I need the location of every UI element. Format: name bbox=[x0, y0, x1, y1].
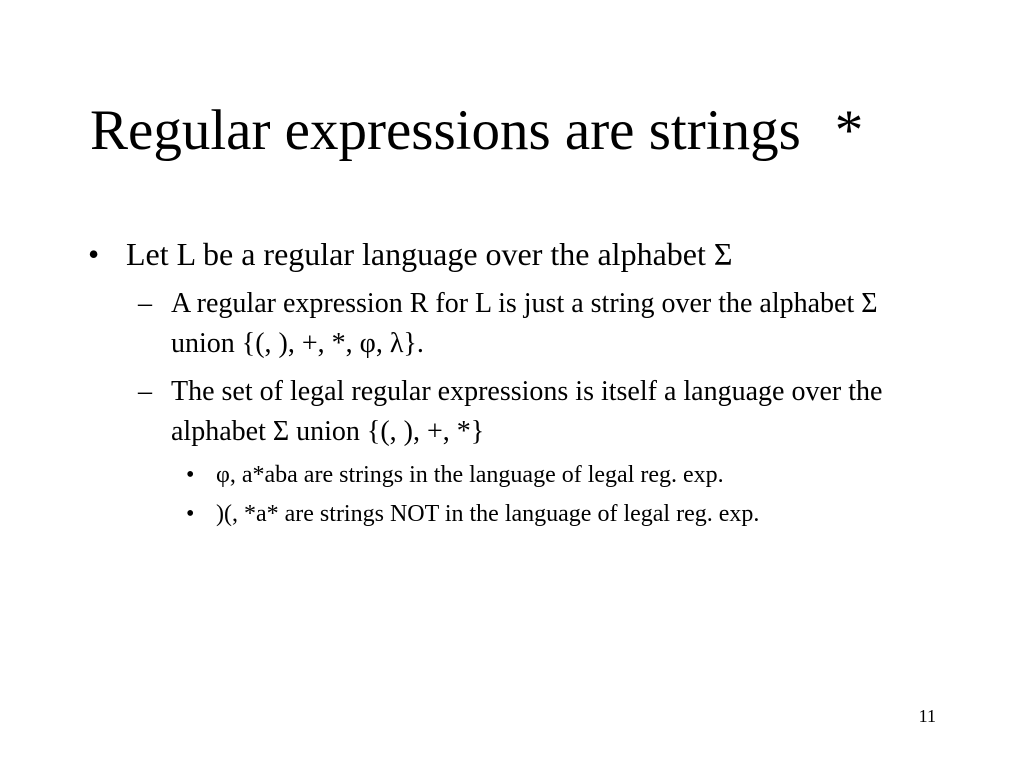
subsubbullet-text: φ, a*aba are strings in the language of legal reg. exp. bbox=[216, 462, 724, 488]
bullet-text: Let L be a regular language over the alphabet Σ bbox=[126, 236, 733, 272]
bullet-marker: • bbox=[186, 462, 195, 488]
subsubbullet-illegal-examples bbox=[88, 499, 948, 529]
slide-title-text: Regular expressions are strings bbox=[90, 99, 801, 162]
dash-marker: – bbox=[138, 376, 152, 407]
subsubbullet-legal-examples bbox=[88, 460, 948, 490]
slide-body bbox=[88, 234, 948, 538]
subbullet-text: A regular expression R for L is just a string over the alphabet Σ union {(, ), +, *, φ, λ}. bbox=[171, 288, 878, 359]
subsubbullet-text: )(, *a* are strings NOT in the language of legal reg. exp. bbox=[216, 501, 760, 527]
dash-marker: – bbox=[138, 288, 152, 319]
page-number: 11 bbox=[918, 706, 936, 726]
bullet-regular-language bbox=[88, 234, 948, 274]
bullet-marker: • bbox=[186, 501, 195, 527]
slide-title bbox=[90, 98, 863, 164]
subbullet-regex-string bbox=[88, 284, 948, 364]
bullet-marker: • bbox=[88, 236, 100, 272]
subbullet-legal-regex-language bbox=[88, 372, 948, 452]
subbullet-text: The set of legal regular expressions is itself a language over the alphabet Σ union {(, ), +, *} bbox=[171, 376, 883, 447]
slide-title-star: * bbox=[834, 99, 864, 162]
